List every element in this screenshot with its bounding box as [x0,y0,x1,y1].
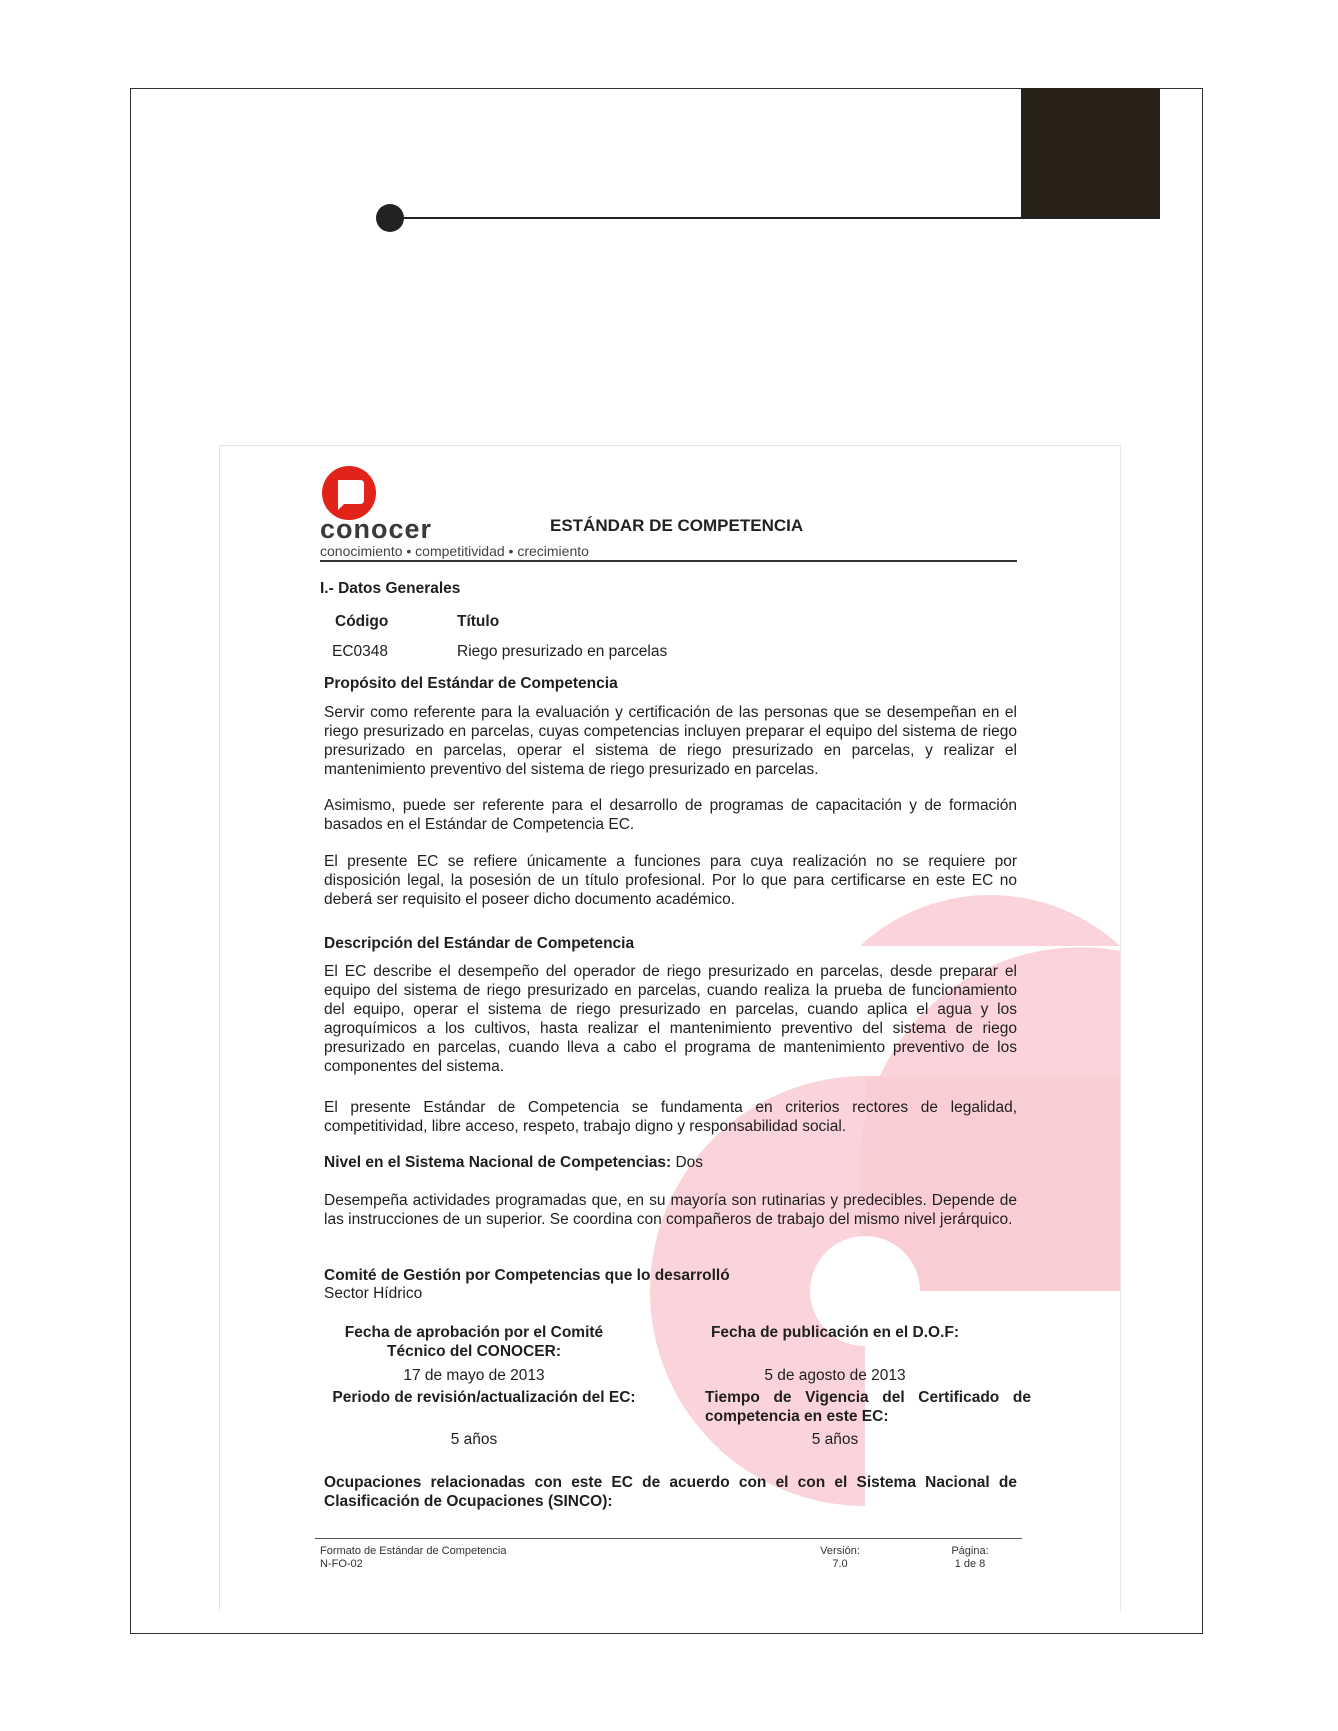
description-paragraph-1: El EC describe el desempeño del operador de riego presurizado en parcelas, desde preparar el equipo del sistema de riego presurizado en parcelas, cuando realiza la prueba de funcionamiento del equipo, operar el sistema de riego presurizado en parcelas, cuando aplica el agua y los agroquímicos a los cultivos, hasta realizar el mantenimiento preventivo del sistema de riego presurizado en parcelas, cuando lleva a cabo el programa de mantenimiento preventivo de los componentes del sistema. [324,963,1017,1075]
level-label: Nivel en el Sistema Nacional de Competencias: [324,1154,672,1171]
purpose-heading: Propósito del Estándar de Competencia [324,675,618,692]
occupations-heading: Ocupaciones relacionadas con este EC de acuerdo con el con el Sistema Nacional de Clasificación de Ocupaciones (SINCO): [324,1474,1017,1510]
purpose-paragraph-2: Asimismo, puede ser referente para el desarrollo de programas de capacitación y de formación basados en el Estándar de Competencia EC. [324,797,1017,833]
decorative-dot [376,204,404,232]
approval-date-label-line-2: Técnico del CONOCER: [387,1343,561,1360]
description-paragraph-2: El presente Estándar de Competencia se fundamenta en criterios rectores de legalidad, competitividad, libre acceso, respeto, trabajo digno y responsabilidad social. [324,1099,1017,1135]
standard-code: EC0348 [332,643,389,660]
approval-date-label [324,1323,624,1361]
conocer-logo-icon [320,466,380,520]
review-period-value: 5 años [450,1431,498,1448]
validity-label [705,1388,1031,1426]
footer-page-label: Página: [951,1545,989,1557]
decorative-rule [400,217,1160,219]
footer-format-code: N-FO-02 [320,1558,363,1570]
footer-version-label: Versión: [820,1545,860,1557]
description-heading: Descripción del Estándar de Competencia [324,935,635,952]
publication-date-value: 5 de agosto de 2013 [764,1367,906,1384]
title-header: Título [457,613,500,630]
purpose-paragraph-1: Servir como referente para la evaluación y certificación de las personas que se desempeñan en el riego presurizado en parcelas, cuyas competencias incluyen preparar el equipo del sistema de riego presurizado en parcelas, operar el sistema de riego presurizado en parcelas, y realizar el mantenimiento preventivo del sistema de riego presurizado en parcelas. [324,704,1017,778]
document-page [219,445,1121,1611]
approval-date-value: 17 de mayo de 2013 [403,1367,545,1384]
approval-date-label-line-1: Fecha de aprobación por el Comité [344,1324,604,1341]
validity-label-line-1: Tiempo de Vigencia del Certificado de [705,1389,1031,1406]
code-header: Código [335,613,389,630]
section-heading-general: I.- Datos Generales [320,580,461,597]
publication-date-label: Fecha de publicación en el D.O.F: [710,1324,960,1341]
footer-rule [315,1538,1022,1539]
footer-version-value: 7.0 [832,1558,848,1570]
validity-label-line-2: competencia en este EC: [705,1408,889,1425]
level-value: Dos [675,1154,704,1171]
standard-title: Riego presurizado en parcelas [457,643,668,660]
document-title: ESTÁNDAR DE COMPETENCIA [550,516,804,535]
brand-name: conocer [320,514,433,544]
header-rule [320,560,1017,562]
purpose-paragraph-3: El presente EC se refiere únicamente a funciones para cuya realización no se requiere por disposición legal, la posesión de un título profesional. Por lo que para certificarse en este EC no deberá ser requisito el poseer dicho documento académico. [324,853,1017,908]
footer-page-value: 1 de 8 [954,1558,986,1570]
review-period-label: Periodo de revisión/actualización del EC: [332,1389,636,1406]
level-description: Desempeña actividades programadas que, en su mayoría son rutinarias y predecibles. Depende de las instrucciones de un superior. Se coordina con compañeros de trabajo del mismo nivel jerárquico. [324,1192,1017,1228]
footer-format-label: Formato de Estándar de Competencia [320,1545,507,1557]
header-dark-block [1021,88,1160,218]
committee-value: Sector Hídrico [324,1285,423,1302]
brand-tagline: conocimiento • competitividad • crecimiento [320,543,589,559]
validity-value: 5 años [811,1431,859,1448]
committee-heading: Comité de Gestión por Competencias que lo desarrolló [324,1267,730,1284]
level-line [324,1153,703,1172]
